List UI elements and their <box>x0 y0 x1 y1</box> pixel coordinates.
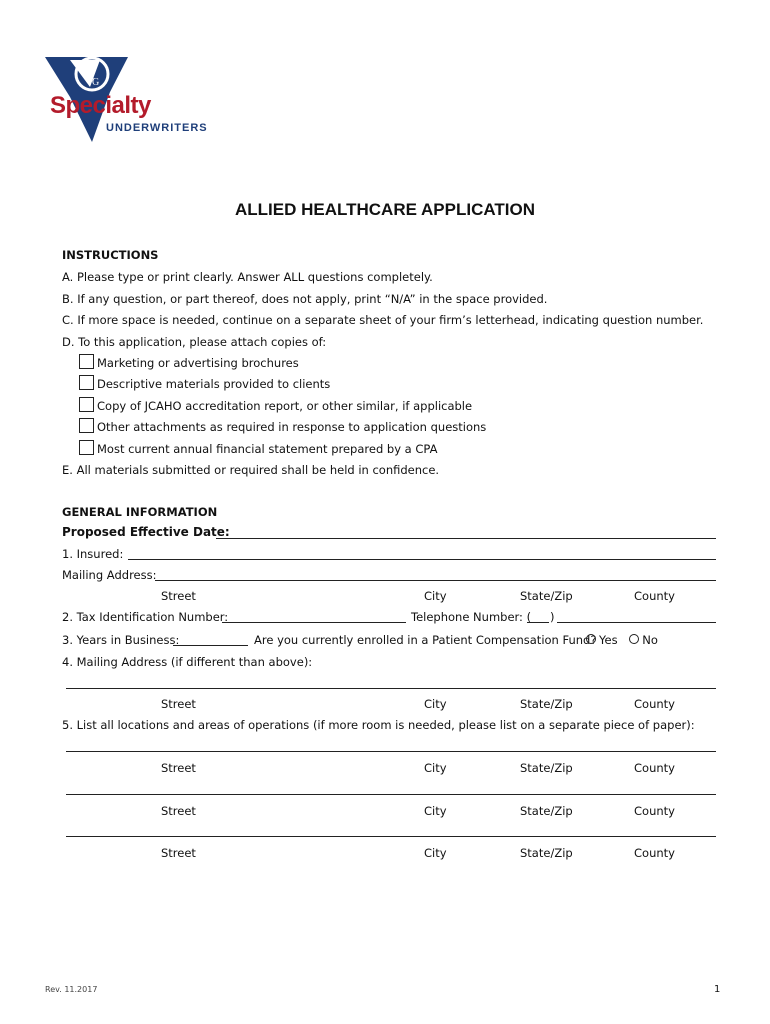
street-caption: Street <box>161 846 196 860</box>
insured-field[interactable] <box>128 559 716 560</box>
no-label: No <box>642 633 658 647</box>
radio-no[interactable] <box>629 634 639 644</box>
attachment-label: Copy of JCAHO accreditation report, or other similar, if applicable <box>97 399 473 413</box>
tax-id-label: 2. Tax Identification Number: <box>62 610 229 624</box>
radio-yes[interactable] <box>586 634 596 644</box>
alt-mailing-address-field[interactable] <box>66 688 716 689</box>
state-zip-caption: State/Zip <box>520 804 573 818</box>
attachment-label: Most current annual financial statement prepared by a CPA <box>97 442 438 456</box>
pcf-question: Are you currently enrolled in a Patient Compensation Fund? <box>254 633 597 647</box>
telephone-label: Telephone Number: ( <box>411 610 532 624</box>
state-zip-caption: State/Zip <box>520 589 573 603</box>
street-caption: Street <box>161 697 196 711</box>
attachment-label: Marketing or advertising brochures <box>97 356 299 370</box>
yes-label: Yes <box>599 633 618 647</box>
effective-date-field[interactable] <box>216 538 716 539</box>
county-caption: County <box>634 804 675 818</box>
mailing-diff-label: 4. Mailing Address (if different than above): <box>62 655 313 669</box>
page-number: 1 <box>714 984 721 995</box>
location-2-field[interactable] <box>66 794 716 795</box>
attachment-label: Descriptive materials provided to clients <box>97 377 331 391</box>
years-label: 3. Years in Business: <box>62 633 180 647</box>
revision-label: Rev. 11.2017 <box>45 985 98 994</box>
effective-date-label: Proposed Effective Date: <box>62 525 230 539</box>
instruction-c: C. If more space is needed, continue on a separate sheet of your firm’s letterhead, indicating question number. <box>62 313 704 327</box>
instructions-heading: INSTRUCTIONS <box>62 248 159 262</box>
company-logo <box>40 52 220 147</box>
state-zip-caption: State/Zip <box>520 846 573 860</box>
street-caption: Street <box>161 761 196 775</box>
county-caption: County <box>634 846 675 860</box>
instruction-a: A. Please type or print clearly. Answer ALL questions completely. <box>62 270 433 284</box>
city-caption: City <box>424 761 447 775</box>
telephone-area-code-field[interactable] <box>527 622 549 623</box>
street-caption: Street <box>161 804 196 818</box>
county-caption: County <box>634 697 675 711</box>
logo-brand: Specialty <box>50 92 151 119</box>
mailing-address-label: Mailing Address: <box>62 568 157 582</box>
page-title: ALLIED HEALTHCARE APPLICATION <box>234 200 535 219</box>
city-caption: City <box>424 804 447 818</box>
locations-label: 5. List all locations and areas of operations (if more room is needed, please list on a separate piece of paper): <box>62 718 695 732</box>
checkbox-descriptive-materials[interactable] <box>79 375 94 390</box>
street-caption: Street <box>161 589 196 603</box>
state-zip-caption: State/Zip <box>520 697 573 711</box>
location-1-field[interactable] <box>66 751 716 752</box>
years-field[interactable] <box>173 645 248 646</box>
attachment-label: Other attachments as required in response to application questions <box>97 420 487 434</box>
checkbox-other-attachments[interactable] <box>79 418 94 433</box>
svg-text:M: M <box>84 68 95 82</box>
logo-subtitle: UNDERWRITERS <box>106 122 208 134</box>
instruction-e: E. All materials submitted or required shall be held in confidence. <box>62 463 440 477</box>
checkbox-financial-statement[interactable] <box>79 440 94 455</box>
checkbox-brochures[interactable] <box>79 354 94 369</box>
svg-text:G: G <box>92 77 100 88</box>
telephone-field[interactable] <box>557 622 716 623</box>
checkbox-jcaho-report[interactable] <box>79 397 94 412</box>
county-caption: County <box>634 761 675 775</box>
general-heading: GENERAL INFORMATION <box>62 505 218 519</box>
county-caption: County <box>634 589 675 603</box>
mailing-address-field[interactable] <box>155 580 716 581</box>
instruction-d: D. To this application, please attach copies of: <box>62 335 327 349</box>
city-caption: City <box>424 589 447 603</box>
tax-id-field[interactable] <box>222 622 406 623</box>
city-caption: City <box>424 697 447 711</box>
location-3-field[interactable] <box>66 836 716 837</box>
instruction-b: B. If any question, or part thereof, does not apply, print “N/A” in the space provided. <box>62 292 548 306</box>
telephone-paren: ) <box>550 610 555 624</box>
insured-label: 1. Insured: <box>62 547 124 561</box>
pcf-options <box>580 633 658 647</box>
state-zip-caption: State/Zip <box>520 761 573 775</box>
city-caption: City <box>424 846 447 860</box>
